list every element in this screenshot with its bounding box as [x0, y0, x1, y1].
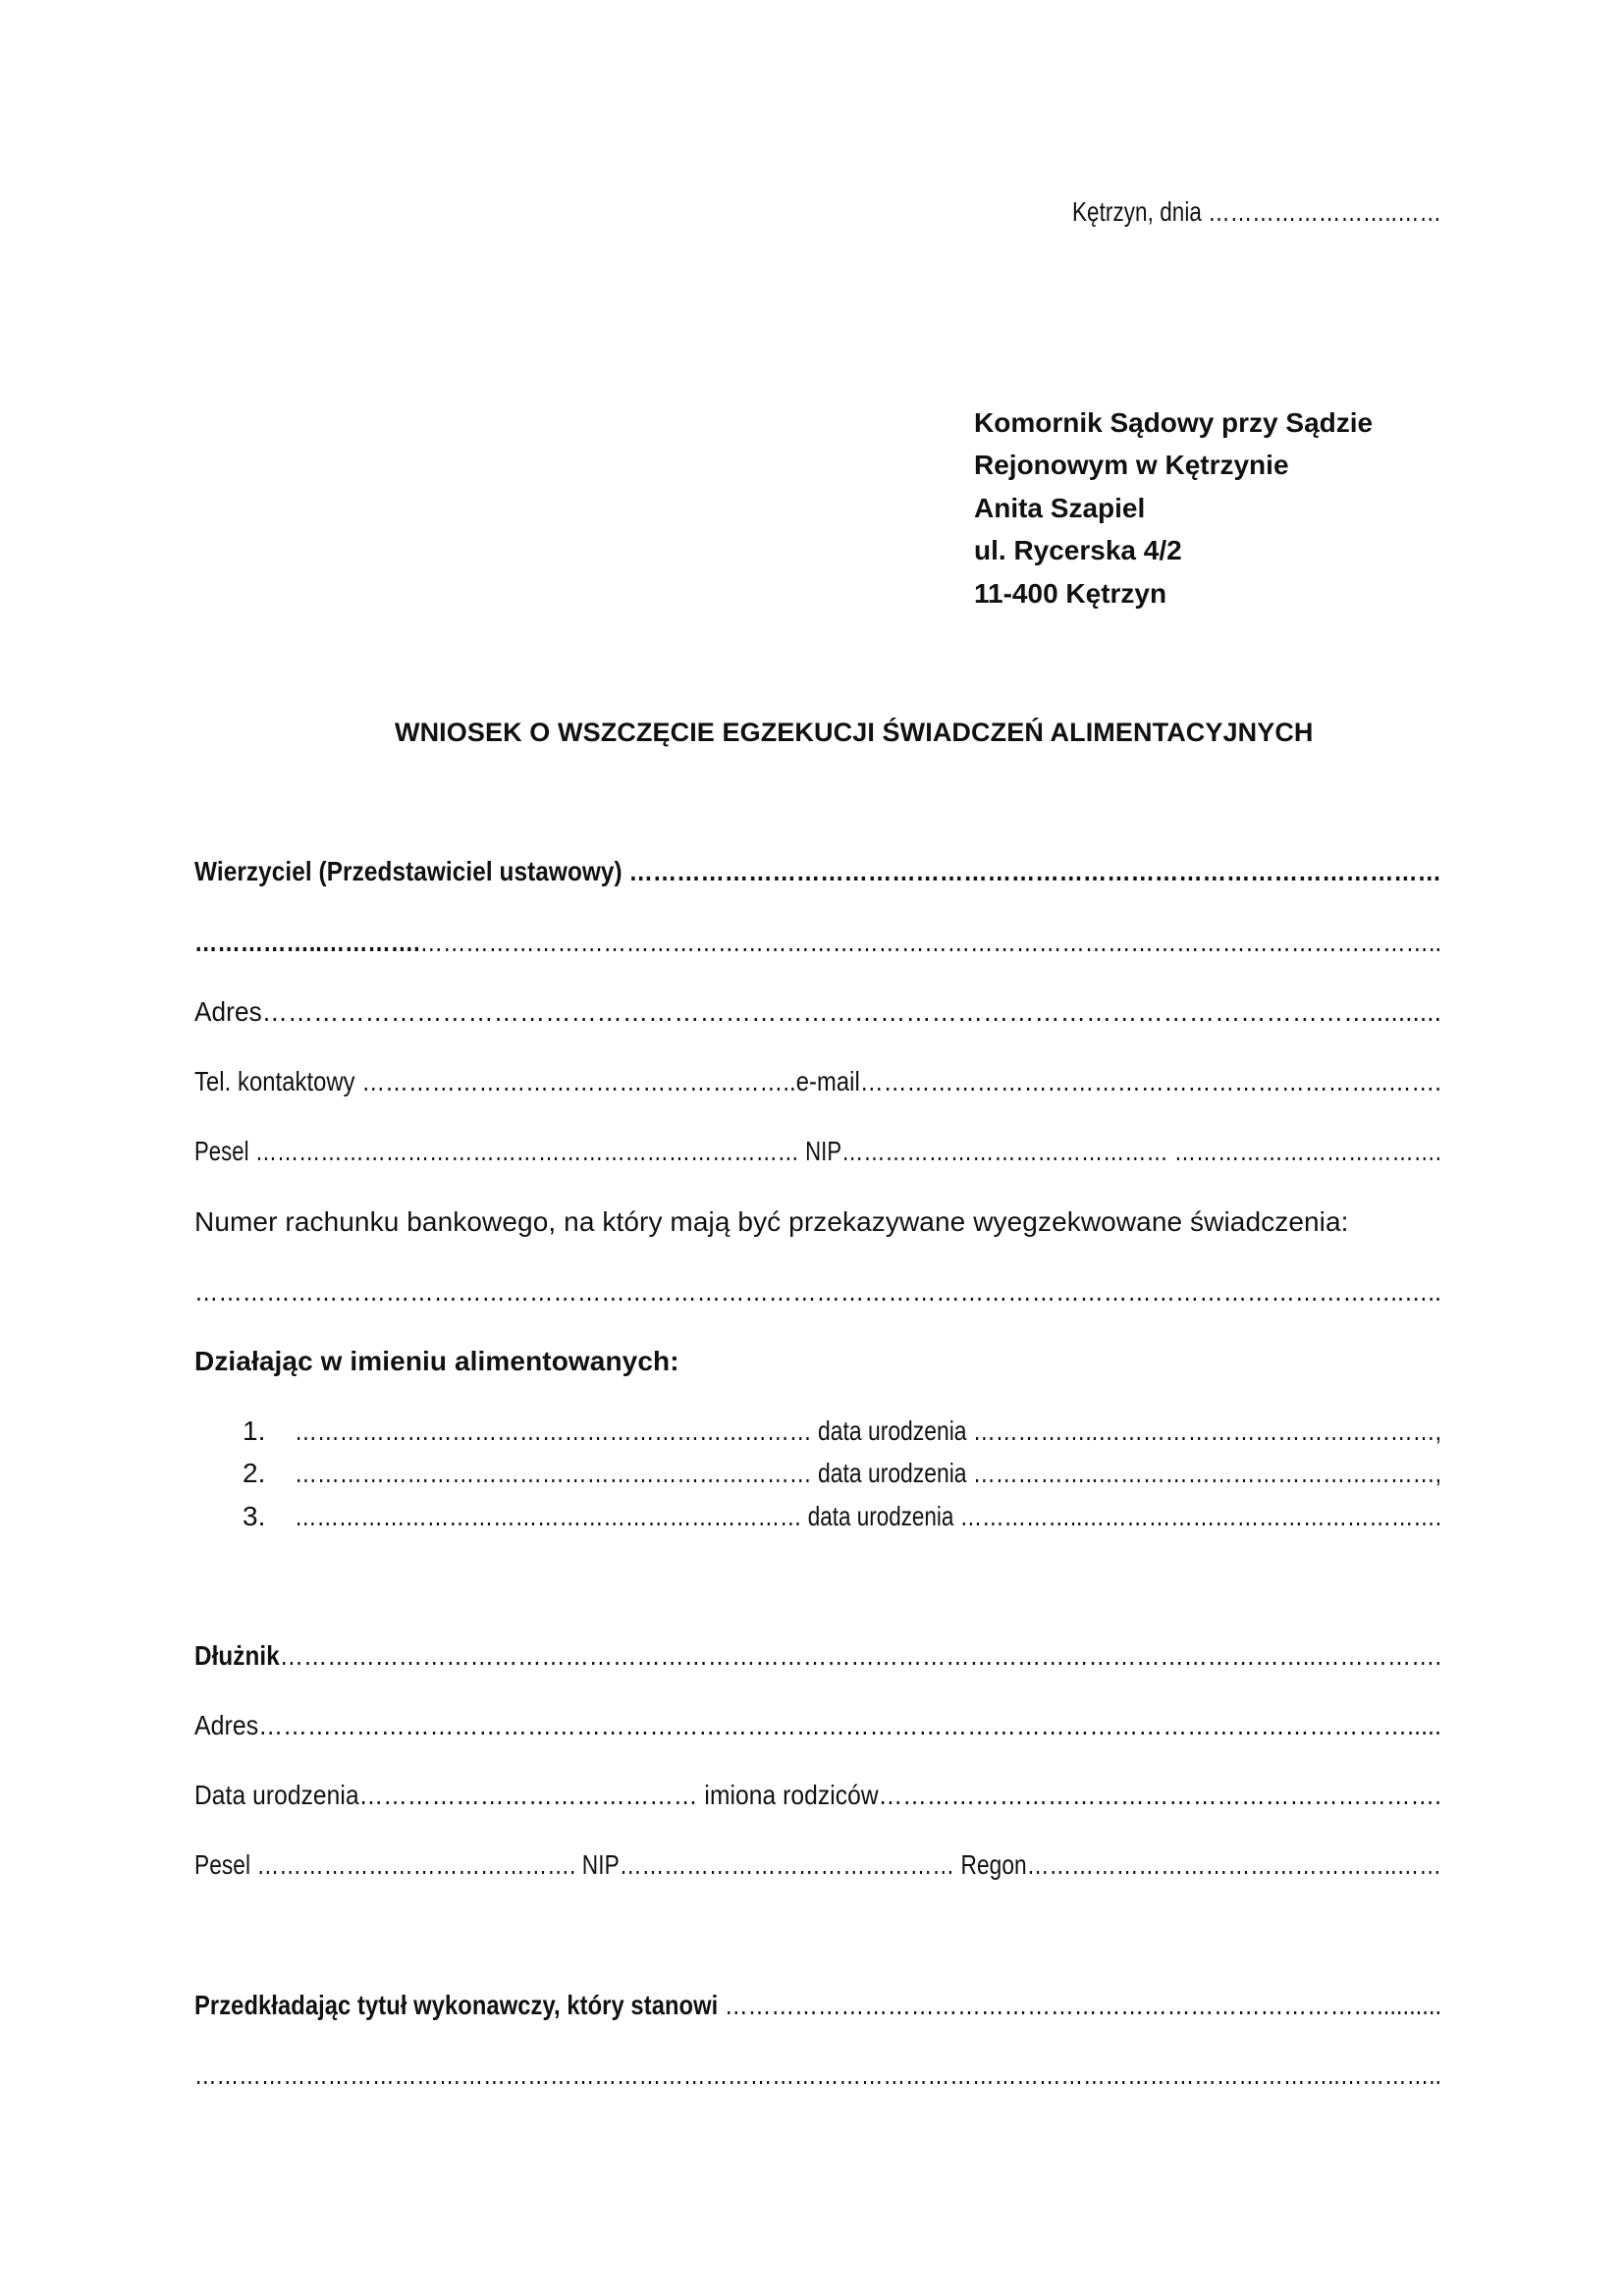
enforcement-field-line-2: ………………………………………………………………………………………………………………………………………..………….. [194, 2059, 1441, 2090]
place-date: Kętrzyn, dnia ……………………..…… [1072, 196, 1442, 227]
addressee-line: Anita Szapiel [974, 493, 1146, 523]
list-item: …………………………………………………………… data urodzenia ……………..………………………………………, [295, 1415, 1441, 1446]
enforcement-line [194, 1988, 1441, 2023]
list-item-number: 2. [243, 1458, 266, 1488]
creditor-pesel-nip: Pesel ………………………………………………………………… NIP……………………………………… ………………………………. [194, 1136, 1441, 1166]
addressee-line: Komornik Sądowy przy Sądzie [974, 407, 1374, 438]
creditor-name-field: ………………………………………………………………………………………… [622, 856, 1441, 886]
creditor-line [194, 854, 1441, 889]
enforcement-label: Przedkładając tytuł wykonawczy, który stanowi [194, 1990, 719, 2020]
list-item: …………………………………………………………… data urodzenia ……………..………………………………………, [295, 1458, 1441, 1488]
debtor-address: Adres……………………………………………………………………………………………………………………………..... [194, 1710, 1442, 1740]
creditor-address: Adres………………………………………………………………………………………………………………….......... [194, 996, 1441, 1027]
creditor-label: Wierzyciel (Przedstawiciel ustawowy) [194, 856, 623, 886]
document-title: WNIOSEK O WSZCZĘCIE EGZEKUCJI ŚWIADCZEŃ ALIMENTACYJNYCH [395, 718, 1314, 747]
creditor-line-2 [194, 925, 1441, 960]
addressee-line: Rejonowym w Kętrzynie [974, 450, 1289, 480]
debtor-label: Dłużnik [194, 1640, 280, 1671]
enforcement-field: ………………………………………………………………………….......... [718, 1990, 1442, 2020]
addressee-line: ul. Rycerska 4/2 [974, 535, 1182, 565]
list-item-number: 3. [243, 1501, 266, 1531]
addressee-line: 11-400 Kętrzyn [974, 578, 1167, 609]
debtor-line [194, 1638, 1441, 1674]
beneficiaries-label: Działając w imieniu alimentowanych: [194, 1346, 679, 1376]
debtor-birth-parents: Data urodzenia…………………………………… imiona rodziców……………………………………………………………. [194, 1780, 1442, 1810]
debtor-pesel-nip-regon: Pesel ……………………………………. NIP……………………………………… Regon…………………………………………..…… [194, 1849, 1442, 1880]
list-item-number: 1. [243, 1415, 266, 1446]
creditor-phone-email: Tel. kontaktowy ………………………………………………..e-mail…………………………………………………………..……. [194, 1066, 1441, 1096]
debtor-name-field: …………………………………………………………………………………………………………………..……………. [279, 1640, 1442, 1671]
creditor-name-field-cont: ……………..…………. [194, 927, 420, 957]
bank-account-label: Numer rachunku bankowego, na który mają być przekazywane wyegzekwowane świadczenia: [194, 1206, 1349, 1237]
bank-account-field: ……………………………………………………………………………………………………………………………………..….. [194, 1276, 1441, 1307]
creditor-name-field-rest: …………………………………………………………………………………………………………………….. [419, 927, 1441, 957]
list-item: …………………………………………………………… data urodzenia ……………..…………………………………………. [295, 1501, 1441, 1531]
